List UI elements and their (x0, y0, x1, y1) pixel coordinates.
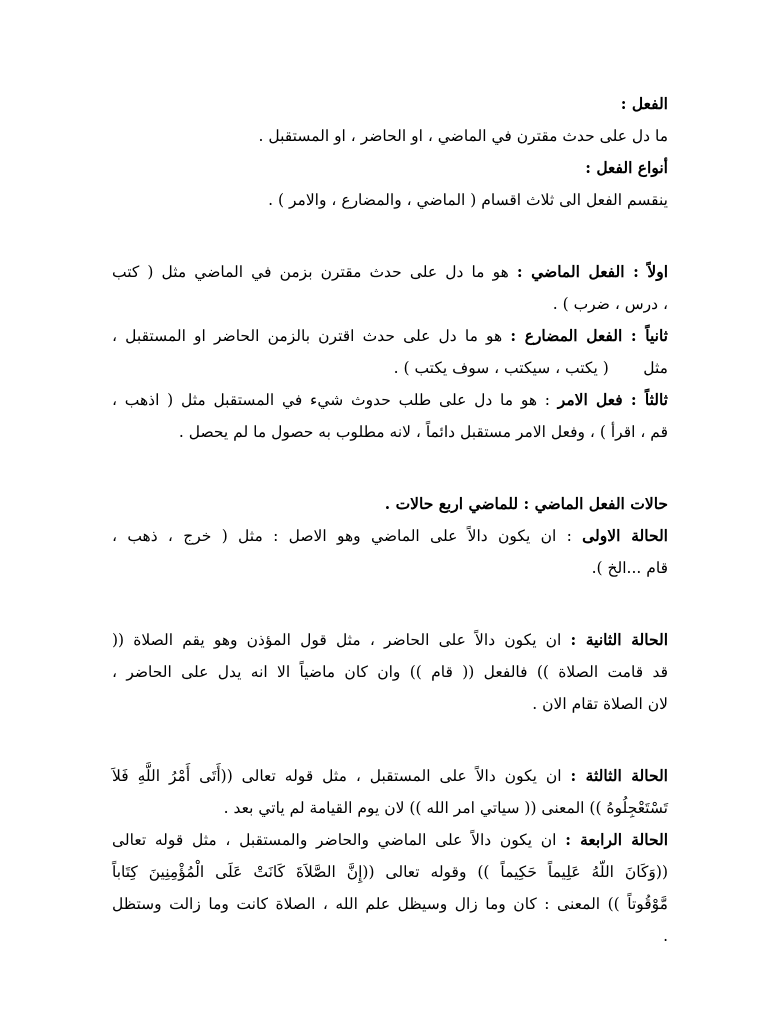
imperative-verb-line-1: ثالثاً : فعل الامر : هو ما دل على طلب حدوث شيء في المستقبل مثل ( اذهب ، (112, 390, 669, 409)
case-4-line-2: ((وَكَانَ اللّهُ عَلِيماً حَكِيماً )) وقوله تعالى ((إِنَّ الصَّلاَةَ كَانَتْ عَلَى الْمُؤْمِنِينَ كِتَاباً (112, 863, 668, 881)
past-cases-heading: حالات الفعل الماضي : للماضي اربع حالات . (384, 494, 668, 513)
case-3-line-1: الحالة الثالثة : ان يكون دالاً على المستقبل ، مثل قوله تعالى ((أَتَى أَمْرُ اللَّهِ فَلاَ (112, 766, 668, 785)
case-2-line-3: لان الصلاة تقام الان . (532, 695, 668, 713)
present-verb-line-2: مثل ( يكتب ، سيكتب ، سوف يكتب ) . (393, 359, 668, 377)
verb-definition: ما دل على حدث مقترن في الماضي ، او الحاضر ، او المستقبل . (258, 127, 668, 145)
past-verb-label: اولاً : الفعل الماضي : (516, 262, 668, 281)
heading-verb: الفعل : (620, 94, 668, 113)
imperative-verb-label: ثالثاً : فعل الامر (557, 390, 669, 409)
case-4-line-1: الحالة الرابعة : ان يكون دالاً على الماضي والحاضر والمستقبل ، مثل قوله تعالى (112, 830, 669, 849)
case-1-label: الحالة الاولى (582, 526, 668, 545)
past-verb-line-1: اولاً : الفعل الماضي : هو ما دل على حدث مقترن بزمن في الماضي مثل ( كتب (112, 262, 668, 281)
present-verb-label: ثانياً : الفعل المضارع : (510, 326, 668, 345)
case-3-line-2: تَسْتَعْجِلُوهُ )) المعنى (( سياتي امر الله )) لان يوم القيامة لم ياتي بعد . (223, 799, 668, 817)
case-4-label: الحالة الرابعة : (565, 830, 669, 849)
case-1-line-2: قام ...الخ ). (591, 559, 668, 577)
document-page (112, 88, 668, 952)
case-2-line-1: الحالة الثانية : ان يكون دالاً على الحاضر ، مثل قول المؤذن وهو يقم الصلاة (( (112, 630, 668, 649)
case-4-line-4: . (663, 927, 668, 945)
case-2-line-2: قد قامت الصلاة )) فالفعل (( قام )) وان كان ماضياً الا انه يدل على الحاضر ، (112, 663, 668, 681)
case-2-label: الحالة الثانية : (570, 630, 668, 649)
case-1-line-1: الحالة الاولى : ان يكون دالاً على الماضي وهو الاصل : مثل ( خرج ، ذهب ، (112, 526, 668, 545)
past-verb-line-2: ، درس ، ضرب ) . (552, 295, 668, 313)
case-3-label: الحالة الثالثة : (570, 766, 668, 785)
imperative-verb-line-2: قم ، اقرأ ) ، وفعل الامر مستقبل دائماً ، لانه مطلوب به حصول ما لم يحصل . (178, 423, 668, 441)
heading-verb-types: أنواع الفعل : (585, 158, 668, 177)
case-4-line-3: مَّوْقُوتاً )) المعنى : كان وما زال وسيظل علم الله ، الصلاة كانت وما زالت وستظل (112, 895, 668, 913)
present-verb-line-1: ثانياً : الفعل المضارع : هو ما دل على حدث اقترن بالزمن الحاضر او المستقبل ، (112, 326, 668, 345)
verb-types-line: ينقسم الفعل الى ثلاث اقسام ( الماضي ، والمضارع ، والامر ) . (268, 191, 668, 209)
